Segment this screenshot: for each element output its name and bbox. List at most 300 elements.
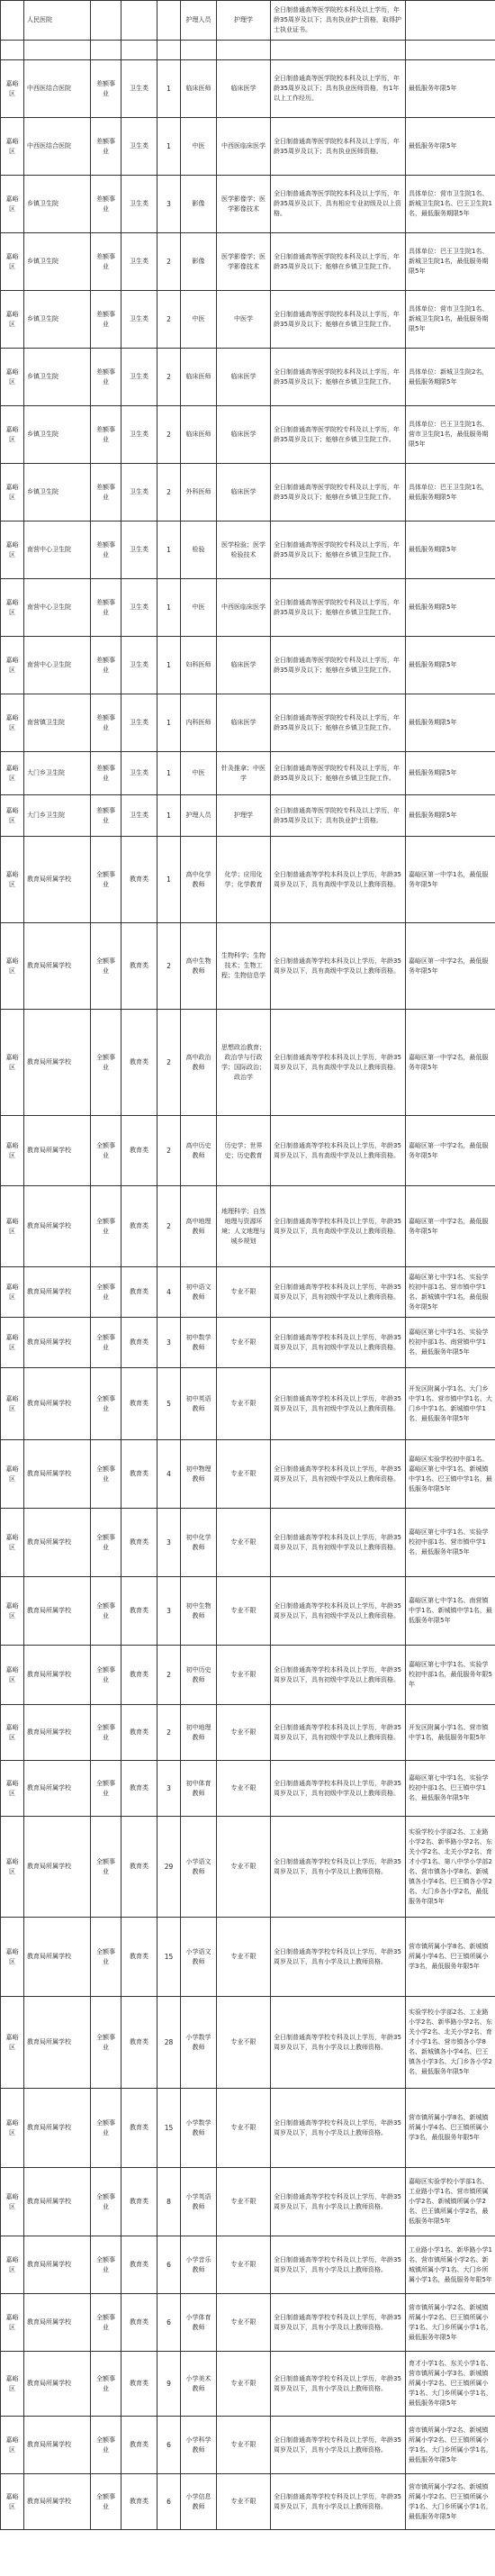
table-row bbox=[1, 233, 495, 291]
cell-nature: 全额事业 bbox=[91, 1705, 122, 1761]
cell-district: 嘉峪区 bbox=[1, 1577, 24, 1646]
cell-nature: 全额事业 bbox=[91, 1186, 122, 1267]
cell-note: 嘉峪区第七中学1名、实验学校初中部1名，最低服务年限5年 bbox=[406, 1646, 495, 1705]
cell-major: 专业不限 bbox=[217, 1368, 271, 1440]
cell-note: 嘉峪区第一中学2名，最低服务年限5年 bbox=[406, 1010, 495, 1116]
cell-district: 嘉峪区 bbox=[1, 2352, 24, 2417]
cell-count: 1 bbox=[158, 694, 181, 752]
cell-count: 1 bbox=[158, 60, 181, 118]
cell-nature: 差额事业 bbox=[91, 406, 122, 464]
cell-major: 临床医学 bbox=[217, 637, 271, 694]
cell-district: 嘉峪区 bbox=[1, 1267, 24, 1318]
cell-major: 护理学 bbox=[217, 1, 271, 41]
cell-requirements: 全日制普通高等学校本科及以上学历，年龄35周岁及以下，具有高级中学及以上教师资格。 bbox=[271, 1116, 406, 1186]
cell-unit: 教育局所属学校 bbox=[24, 2294, 91, 2352]
table-row bbox=[1, 406, 495, 464]
cell-major: 专业不限 bbox=[217, 1646, 271, 1705]
cell-note: 营市镇所属小学2名、新城镇所属小学2名、巴王镇所属小学1名、大门乡所属小学1名，最低服务年限5年 bbox=[406, 2474, 495, 2530]
cell-district: 嘉峪区 bbox=[1, 233, 24, 291]
cell-requirements: 全日制普通高等学校本科及以上学历，年龄35周岁及以下，具有初级中学及以上教师资格。 bbox=[271, 1705, 406, 1761]
cell-count: 8 bbox=[158, 2168, 181, 2236]
cell-count: 5 bbox=[158, 1368, 181, 1440]
cell-nature: 全额事业 bbox=[91, 1509, 122, 1577]
cell-district: 嘉峪区 bbox=[1, 1368, 24, 1440]
cell-district: 嘉峪区 bbox=[1, 1116, 24, 1186]
cell-unit: 教育局所属学校 bbox=[24, 2474, 91, 2530]
cell-requirements: 全日制普通高等学校专科及以上学历，年龄35周岁及以下，具有小学及以上教师资格。 bbox=[271, 1997, 406, 2089]
table-row bbox=[1, 1918, 495, 1997]
cell-unit: 乡镇卫生院 bbox=[24, 406, 91, 464]
cell-requirements: 全日制普通高等医学院校本科及以上学历，年龄35周岁及以下；能够在乡镇卫生院工作。 bbox=[271, 291, 406, 349]
cell-nature: 全额事业 bbox=[91, 1646, 122, 1705]
cell-requirements: 全日制普通高等学校专科及以上学历，年龄35周岁及以下，具有小学及以上教师资格。 bbox=[271, 2089, 406, 2168]
cell-count: 29 bbox=[158, 1817, 181, 1918]
cell-note: 工业路小学1名、新华路小学1名、营市镇所属小学2名、新城镇所属小学1名、大门乡所属小学1名，最低服务年限5年 bbox=[406, 2236, 495, 2294]
cell-count: 2 bbox=[158, 406, 181, 464]
table-row bbox=[1, 795, 495, 837]
cell-type: 教育类 bbox=[122, 2294, 158, 2352]
cell-count: 2 bbox=[158, 233, 181, 291]
cell-requirements: 全日制普通高等学校专科及以上学历，年龄35周岁及以下，具有小学及以上教师资格。 bbox=[271, 2474, 406, 2530]
cell-note: 最低服务期限5年 bbox=[406, 637, 495, 694]
cell-unit: 教育局所属学校 bbox=[24, 2168, 91, 2236]
cell-major: 专业不限 bbox=[217, 1997, 271, 2089]
cell-count: 2 bbox=[158, 1116, 181, 1186]
cell-district: 嘉峪区 bbox=[1, 118, 24, 176]
cell-count: 2 bbox=[158, 349, 181, 406]
cell-note: 营市镇所属小学2名、新城镇所属小学2名、巴王镇所属小学1名、大门乡所属小学1名，最低服务年限5年 bbox=[406, 2417, 495, 2474]
cell-note bbox=[406, 41, 495, 60]
table-row bbox=[1, 579, 495, 637]
table-row bbox=[1, 1577, 495, 1646]
cell-post: 外科医师 bbox=[181, 464, 217, 522]
cell-district: 嘉峪区 bbox=[1, 2168, 24, 2236]
cell-nature: 全额事业 bbox=[91, 1577, 122, 1646]
cell-major: 专业不限 bbox=[217, 2417, 271, 2474]
table-row bbox=[1, 60, 495, 118]
cell-district: 嘉峪区 bbox=[1, 1509, 24, 1577]
cell-district: 嘉峪区 bbox=[1, 2236, 24, 2294]
cell-unit: 中西医结合医院 bbox=[24, 60, 91, 118]
cell-nature: 差额事业 bbox=[91, 579, 122, 637]
cell-requirements: 全日制普通高等学校本科及以上学历，年龄35周岁及以下，具有初级中学及以上教师资格。 bbox=[271, 1577, 406, 1646]
cell-count: 2 bbox=[158, 1186, 181, 1267]
cell-type: 教育类 bbox=[122, 1318, 158, 1368]
cell-post: 初中语文教师 bbox=[181, 1267, 217, 1318]
cell-unit: 乡镇卫生院 bbox=[24, 464, 91, 522]
cell-district: 嘉峪区 bbox=[1, 637, 24, 694]
cell-type: 教育类 bbox=[122, 1368, 158, 1440]
cell-requirements: 全日制普通高等学校本科及以上学历，年龄35周岁及以下，具有高级中学及以上教师资格。 bbox=[271, 837, 406, 923]
table-row bbox=[1, 2417, 495, 2474]
cell-unit: 南营中心卫生院 bbox=[24, 637, 91, 694]
cell-count: 3 bbox=[158, 1318, 181, 1368]
cell-unit: 教育局所属学校 bbox=[24, 1116, 91, 1186]
cell-count: 1 bbox=[158, 522, 181, 579]
cell-district: 嘉峪区 bbox=[1, 752, 24, 795]
cell-major: 专业不限 bbox=[217, 1440, 271, 1509]
cell-count: 1 bbox=[158, 752, 181, 795]
cell-major: 专业不限 bbox=[217, 2294, 271, 2352]
cell-unit: 教育局所属学校 bbox=[24, 1705, 91, 1761]
cell-post: 护理人员 bbox=[181, 1, 217, 41]
cell-requirements: 全日制普通高等学校本科及以上学历，年龄35周岁及以下，具有初级中学及以上教师资格。 bbox=[271, 1318, 406, 1368]
cell-district: 嘉峪区 bbox=[1, 1918, 24, 1997]
cell-unit: 中西医结合医院 bbox=[24, 118, 91, 176]
cell-note: 最低服务期限5年 bbox=[406, 522, 495, 579]
cell-count: 2 bbox=[158, 1705, 181, 1761]
cell-type: 教育类 bbox=[122, 1440, 158, 1509]
cell-district: 嘉峪区 bbox=[1, 1186, 24, 1267]
cell-nature: 全额事业 bbox=[91, 837, 122, 923]
cell-nature: 全额事业 bbox=[91, 1761, 122, 1817]
cell-requirements: 全日制普通高等学校专科及以上学历，年龄35周岁及以下，具有小学及以上教师资格。 bbox=[271, 2168, 406, 2236]
table-row bbox=[1, 41, 495, 60]
cell-major: 临床医学 bbox=[217, 406, 271, 464]
cell-nature: 全额事业 bbox=[91, 2417, 122, 2474]
cell-nature: 全额事业 bbox=[91, 1267, 122, 1318]
table-row bbox=[1, 349, 495, 406]
table-row bbox=[1, 2168, 495, 2236]
table-row bbox=[1, 923, 495, 1010]
cell-post: 初中地理教师 bbox=[181, 1705, 217, 1761]
cell-note: 最低服务期限5年 bbox=[406, 752, 495, 795]
cell-nature: 全额事业 bbox=[91, 1318, 122, 1368]
cell-unit: 教育局所属学校 bbox=[24, 1918, 91, 1997]
cell-nature: 全额事业 bbox=[91, 1116, 122, 1186]
cell-note: 嘉峪区第一中学2名，最低服务年限5年 bbox=[406, 1116, 495, 1186]
cell-note: 嘉峪区第一中学2名，最低服务年限5年 bbox=[406, 1186, 495, 1267]
cell-requirements: 全日制普通高等医学院校本科及以上学历，年龄35周岁及以下；具有执业护士资格，取得护士执业证书。 bbox=[271, 1, 406, 41]
cell-nature: 全额事业 bbox=[91, 2168, 122, 2236]
cell-unit: 大门乡卫生院 bbox=[24, 795, 91, 837]
cell-unit: 教育局所属学校 bbox=[24, 923, 91, 1010]
cell-type bbox=[122, 1, 158, 41]
table-row bbox=[1, 1368, 495, 1440]
cell-type: 教育类 bbox=[122, 1577, 158, 1646]
cell-requirements: 全日制普通高等学校本科及以上学历，年龄35周岁及以下，具有高级中学及以上教师资格。 bbox=[271, 923, 406, 1010]
cell-district: 嘉峪区 bbox=[1, 837, 24, 923]
cell-unit: 乡镇卫生院 bbox=[24, 291, 91, 349]
cell-major: 中西医临床医学 bbox=[217, 579, 271, 637]
cell-note: 营市镇所属小学2名、新城镇所属小学2名、巴王镇所属小学1名、大门乡所属小学1名，最低服务年限5年 bbox=[406, 2294, 495, 2352]
cell-requirements: 全日制普通高等医学院校专科及以上学历，年龄35周岁及以下；能够在乡镇卫生院工作。 bbox=[271, 406, 406, 464]
cell-type: 教育类 bbox=[122, 1010, 158, 1116]
cell-district: 嘉峪区 bbox=[1, 464, 24, 522]
table-row bbox=[1, 1, 495, 41]
cell-major: 地理科学；自然地理与资源环境；人文地理与城乡规划 bbox=[217, 1186, 271, 1267]
cell-nature: 全额事业 bbox=[91, 923, 122, 1010]
cell-district: 嘉峪区 bbox=[1, 2417, 24, 2474]
cell-count: 15 bbox=[158, 1918, 181, 1997]
cell-type: 卫生类 bbox=[122, 291, 158, 349]
cell-type: 卫生类 bbox=[122, 637, 158, 694]
cell-post: 高中政治教师 bbox=[181, 1010, 217, 1116]
cell-district: 嘉峪区 bbox=[1, 1318, 24, 1368]
cell-major: 专业不限 bbox=[217, 2236, 271, 2294]
cell-count: 6 bbox=[158, 2474, 181, 2530]
cell-note: 具体单位：营市卫生院1名、新城卫生院1名，最低服务期限5年 bbox=[406, 291, 495, 349]
table-row bbox=[1, 1646, 495, 1705]
cell-note: 最低服务期限5年 bbox=[406, 694, 495, 752]
cell-unit: 教育局所属学校 bbox=[24, 1817, 91, 1918]
cell-nature: 全额事业 bbox=[91, 2236, 122, 2294]
table-row bbox=[1, 837, 495, 923]
cell-post: 中医 bbox=[181, 752, 217, 795]
cell-nature: 差额事业 bbox=[91, 752, 122, 795]
cell-unit: 教育局所属学校 bbox=[24, 1997, 91, 2089]
table-row bbox=[1, 1761, 495, 1817]
cell-type: 教育类 bbox=[122, 1705, 158, 1761]
cell-post: 高中化学教师 bbox=[181, 837, 217, 923]
cell-post: 影像 bbox=[181, 233, 217, 291]
cell-count: 3 bbox=[158, 1509, 181, 1577]
cell-type: 教育类 bbox=[122, 1267, 158, 1318]
cell-district: 嘉峪区 bbox=[1, 291, 24, 349]
cell-type: 教育类 bbox=[122, 1186, 158, 1267]
cell-district: 嘉峪区 bbox=[1, 1646, 24, 1705]
cell-major: 化学；应用化学；化学教育 bbox=[217, 837, 271, 923]
cell-major: 针灸推拿；中医学 bbox=[217, 752, 271, 795]
cell-count: 3 bbox=[158, 1761, 181, 1817]
cell-requirements: 全日制普通高等医学院校专科及以上学历，年龄35周岁及以下；能够在乡镇卫生院工作。 bbox=[271, 694, 406, 752]
cell-major: 中西医临床医学 bbox=[217, 118, 271, 176]
cell-type: 教育类 bbox=[122, 1997, 158, 2089]
cell-requirements: 全日制普通高等医学院校专科及以上学历，年龄35周岁及以下；能够在乡镇卫生院工作。 bbox=[271, 637, 406, 694]
cell-post: 高中历史教师 bbox=[181, 1116, 217, 1186]
cell-district: 嘉峪区 bbox=[1, 176, 24, 233]
cell-unit: 乡镇卫生院 bbox=[24, 176, 91, 233]
cell-note bbox=[406, 1, 495, 41]
cell-post: 初中体育教师 bbox=[181, 1761, 217, 1817]
table-row bbox=[1, 118, 495, 176]
cell-unit: 人民医院 bbox=[24, 1, 91, 41]
cell-post bbox=[181, 41, 217, 60]
table-row bbox=[1, 2089, 495, 2168]
cell-unit: 教育局所属学校 bbox=[24, 1646, 91, 1705]
cell-district: 嘉峪区 bbox=[1, 2474, 24, 2530]
table-row bbox=[1, 1440, 495, 1509]
cell-note: 嘉峪区第七中学1名、实验学校初中部1名、巴王镇中学1名，最低服务年限5年 bbox=[406, 1761, 495, 1817]
cell-requirements: 全日制普通高等医学院校本科及以上学历，年龄35周岁及以下；能够在乡镇卫生院工作。 bbox=[271, 233, 406, 291]
cell-requirements: 全日制普通高等学校本科及以上学历，年龄35周岁及以下，具有初级中学及以上教师资格。 bbox=[271, 1761, 406, 1817]
cell-post: 高中地理教师 bbox=[181, 1186, 217, 1267]
cell-count bbox=[158, 1, 181, 41]
cell-note: 嘉峪区第一中学2名，最低服务年限5年 bbox=[406, 923, 495, 1010]
cell-requirements: 全日制普通高等学校专科及以上学历，年龄35周岁及以下，具有小学及以上教师资格。 bbox=[271, 1817, 406, 1918]
cell-district: 嘉峪区 bbox=[1, 1761, 24, 1817]
cell-count: 2 bbox=[158, 1646, 181, 1705]
cell-type: 教育类 bbox=[122, 2474, 158, 2530]
cell-count: 3 bbox=[158, 176, 181, 233]
cell-major: 临床医学 bbox=[217, 694, 271, 752]
cell-post: 初中生物教师 bbox=[181, 1577, 217, 1646]
table-row bbox=[1, 1509, 495, 1577]
cell-unit: 南营中心卫生院 bbox=[24, 522, 91, 579]
cell-requirements: 全日制普通高等学校本科及以上学历，年龄35周岁及以下，具有初级中学及以上教师资格。 bbox=[271, 1267, 406, 1318]
cell-major: 医学影像学；医学影像技术 bbox=[217, 233, 271, 291]
cell-unit: 教育局所属学校 bbox=[24, 1440, 91, 1509]
cell-requirements: 全日制普通高等学校专科及以上学历，年龄35周岁及以下，具有小学及以上教师资格。 bbox=[271, 2417, 406, 2474]
table-row bbox=[1, 1318, 495, 1368]
cell-district: 嘉峪区 bbox=[1, 923, 24, 1010]
table-row bbox=[1, 2474, 495, 2530]
cell-type: 教育类 bbox=[122, 2168, 158, 2236]
cell-unit bbox=[24, 41, 91, 60]
cell-nature: 差额事业 bbox=[91, 176, 122, 233]
cell-type: 教育类 bbox=[122, 2236, 158, 2294]
cell-district: 嘉峪区 bbox=[1, 795, 24, 837]
cell-requirements: 全日制普通高等医学院校本科及以上学历，年龄35周岁及以下，具有相应专业初级及以上资格。 bbox=[271, 176, 406, 233]
cell-note: 具体单位：巴王卫生院1名、营市卫生院1名，最低服务期限5年 bbox=[406, 406, 495, 464]
cell-note: 实验学校小学部2名、工业路小学2名、新华路小学2名、东关小学2名、北关小学2名、育才小学1名、营市镇各小学8名、新城镇各小学4名、巴王镇各小学3名、大门乡各小学2名，最低服务年限5年 bbox=[406, 1997, 495, 2089]
cell-major: 专业不限 bbox=[217, 1705, 271, 1761]
cell-major: 专业不限 bbox=[217, 2352, 271, 2417]
cell-note: 嘉峪区实验学校小学部1名、工业路小学1名、营市镇所属小学2名、新城镇所属小学2名、巴王镇所属小学2名，最低服务年限5年 bbox=[406, 2168, 495, 2236]
cell-count: 1 bbox=[158, 579, 181, 637]
table-row bbox=[1, 694, 495, 752]
cell-requirements: 全日制普通高等学校本科及以上学历，年龄35周岁及以下，具有高级中学及以上教师资格。 bbox=[271, 1010, 406, 1116]
cell-unit: 大门乡卫生院 bbox=[24, 752, 91, 795]
cell-note: 具体单位：巴王卫生院1名，最低服务期限5年 bbox=[406, 464, 495, 522]
cell-unit: 教育局所属学校 bbox=[24, 1761, 91, 1817]
cell-unit: 教育局所属学校 bbox=[24, 1577, 91, 1646]
cell-post: 中医 bbox=[181, 118, 217, 176]
cell-nature: 全额事业 bbox=[91, 1010, 122, 1116]
cell-type: 教育类 bbox=[122, 2089, 158, 2168]
cell-major: 专业不限 bbox=[217, 2168, 271, 2236]
cell-unit: 教育局所属学校 bbox=[24, 2236, 91, 2294]
cell-type: 卫生类 bbox=[122, 233, 158, 291]
cell-type: 卫生类 bbox=[122, 694, 158, 752]
table-body bbox=[1, 1, 495, 2530]
cell-nature: 差额事业 bbox=[91, 60, 122, 118]
cell-note: 开发区附属小学1名、营市镇中学1名，最低服务年限5年 bbox=[406, 1705, 495, 1761]
cell-major: 中医学 bbox=[217, 291, 271, 349]
cell-major: 专业不限 bbox=[217, 1318, 271, 1368]
cell-post: 临床医师 bbox=[181, 349, 217, 406]
cell-major: 专业不限 bbox=[217, 1577, 271, 1646]
cell-note: 最低服务年限5年 bbox=[406, 118, 495, 176]
cell-nature: 差额事业 bbox=[91, 795, 122, 837]
table-row bbox=[1, 1186, 495, 1267]
cell-unit: 乡镇卫生院 bbox=[24, 349, 91, 406]
cell-nature bbox=[91, 1, 122, 41]
cell-requirements: 全日制普通高等学校本科及以上学历，年龄35周岁及以下，具有初级中学及以上教师资格。 bbox=[271, 1368, 406, 1440]
cell-requirements: 全日制普通高等医学院校本科及以上学历，年龄35周岁及以下；具有执业医师资格。 bbox=[271, 118, 406, 176]
cell-note: 嘉峪区第七中学1名、实验学校初中部1名、营市镇中学1名、新城镇中学1名，最低服务年限5年 bbox=[406, 1267, 495, 1318]
cell-district: 嘉峪区 bbox=[1, 1010, 24, 1116]
cell-note: 嘉峪区第七中学1名、实验学校初中部1名、南营镇中学1名，最低服务年限5年 bbox=[406, 1318, 495, 1368]
cell-unit: 教育局所属学校 bbox=[24, 1010, 91, 1116]
cell-district: 嘉峪区 bbox=[1, 1997, 24, 2089]
cell-nature: 差额事业 bbox=[91, 464, 122, 522]
cell-count: 9 bbox=[158, 2352, 181, 2417]
cell-count: 4 bbox=[158, 1267, 181, 1318]
cell-type: 教育类 bbox=[122, 1116, 158, 1186]
table-row bbox=[1, 2352, 495, 2417]
table-row bbox=[1, 637, 495, 694]
cell-note: 最低服务期限5年 bbox=[406, 795, 495, 837]
table-row bbox=[1, 752, 495, 795]
cell-requirements: 全日制普通高等学校专科及以上学历，年龄35周岁及以下，具有小学及以上教师资格。 bbox=[271, 1918, 406, 1997]
cell-note: 具体单位：巴王卫生院1名、新城卫生院1名，最低服务期限5年 bbox=[406, 233, 495, 291]
cell-count: 6 bbox=[158, 2417, 181, 2474]
cell-district: 嘉峪区 bbox=[1, 1440, 24, 1509]
cell-requirements: 全日制普通高等医学院校专科及以上学历，年龄35周岁及以下；具有执业护士资格。 bbox=[271, 795, 406, 837]
cell-count: 3 bbox=[158, 1577, 181, 1646]
cell-post: 小学信息教师 bbox=[181, 2474, 217, 2530]
cell-requirements: 全日制普通高等医学院校本科及以上学历，年龄35周岁及以下；具有执业医师资格，有1年以上工作经历。 bbox=[271, 60, 406, 118]
cell-unit: 教育局所属学校 bbox=[24, 1509, 91, 1577]
cell-type: 卫生类 bbox=[122, 752, 158, 795]
cell-count: 2 bbox=[158, 923, 181, 1010]
cell-requirements: 全日制普通高等医学院校专科及以上学历，年龄35周岁及以下；能够在乡镇卫生院工作。 bbox=[271, 522, 406, 579]
cell-type: 卫生类 bbox=[122, 176, 158, 233]
cell-district: 嘉峪区 bbox=[1, 349, 24, 406]
cell-type: 卫生类 bbox=[122, 60, 158, 118]
cell-post: 小学科学教师 bbox=[181, 2417, 217, 2474]
cell-post: 小学美术教师 bbox=[181, 2352, 217, 2417]
cell-note: 开发区附属小学1名、大门乡中学1名、营市镇中学1名、大门乡中学1名、新城镇中学1名，最低服务年限5年 bbox=[406, 1368, 495, 1440]
cell-nature: 差额事业 bbox=[91, 291, 122, 349]
table-row bbox=[1, 1267, 495, 1318]
cell-major: 医学检验；医学检验技术 bbox=[217, 522, 271, 579]
table-row bbox=[1, 2294, 495, 2352]
cell-nature: 差额事业 bbox=[91, 233, 122, 291]
cell-post: 初中数学教师 bbox=[181, 1318, 217, 1368]
cell-post: 初中物理教师 bbox=[181, 1440, 217, 1509]
cell-post: 护理人员 bbox=[181, 795, 217, 837]
cell-district: 嘉峪区 bbox=[1, 2089, 24, 2168]
cell-nature: 差额事业 bbox=[91, 694, 122, 752]
cell-major: 专业不限 bbox=[217, 1509, 271, 1577]
table-row bbox=[1, 2236, 495, 2294]
cell-unit: 乡镇卫生院 bbox=[24, 233, 91, 291]
cell-note: 营市镇所属小学8名、新城镇所属小学4名、巴王镇所属小学3名，最低服务年限5年 bbox=[406, 2089, 495, 2168]
cell-post: 妇科医师 bbox=[181, 637, 217, 694]
cell-requirements: 全日制普通高等医学院校专科及以上学历，年龄35周岁及以下；能够在乡镇卫生院工作。 bbox=[271, 752, 406, 795]
cell-district: 嘉峪区 bbox=[1, 694, 24, 752]
cell-type: 教育类 bbox=[122, 2352, 158, 2417]
cell-post: 初中历史教师 bbox=[181, 1646, 217, 1705]
cell-type: 教育类 bbox=[122, 837, 158, 923]
cell-count: 2 bbox=[158, 464, 181, 522]
cell-count: 1 bbox=[158, 837, 181, 923]
cell-nature: 差额事业 bbox=[91, 349, 122, 406]
cell-unit: 教育局所属学校 bbox=[24, 837, 91, 923]
cell-major bbox=[217, 41, 271, 60]
cell-major: 专业不限 bbox=[217, 2474, 271, 2530]
cell-nature: 全额事业 bbox=[91, 1997, 122, 2089]
cell-count: 28 bbox=[158, 1997, 181, 2089]
cell-unit: 教育局所属学校 bbox=[24, 1186, 91, 1267]
cell-unit: 教育局所属学校 bbox=[24, 1267, 91, 1318]
table-row bbox=[1, 1705, 495, 1761]
cell-type: 教育类 bbox=[122, 1918, 158, 1997]
cell-nature: 全额事业 bbox=[91, 1817, 122, 1918]
table-row bbox=[1, 1116, 495, 1186]
cell-major: 生物科学；生物技术；生物工程；生物信息学 bbox=[217, 923, 271, 1010]
cell-note: 营市镇所属小学8名、新城镇所属小学4名、巴王镇所属小学3名，最低服务年限5年 bbox=[406, 1918, 495, 1997]
cell-requirements: 全日制普通高等学校专科及以上学历，年龄35周岁及以下，具有小学及以上教师资格。 bbox=[271, 2294, 406, 2352]
cell-post: 中医 bbox=[181, 579, 217, 637]
cell-major: 专业不限 bbox=[217, 1817, 271, 1918]
cell-requirements: 全日制普通高等医学院校专科及以上学历，年龄35周岁及以下；能够在乡镇卫生院工作。 bbox=[271, 579, 406, 637]
cell-count: 4 bbox=[158, 1440, 181, 1509]
cell-note: 嘉峪区第七中学1名、实验学校初中部1名、营市镇中学1名，最低服务年限5年 bbox=[406, 1509, 495, 1577]
cell-type: 教育类 bbox=[122, 1817, 158, 1918]
